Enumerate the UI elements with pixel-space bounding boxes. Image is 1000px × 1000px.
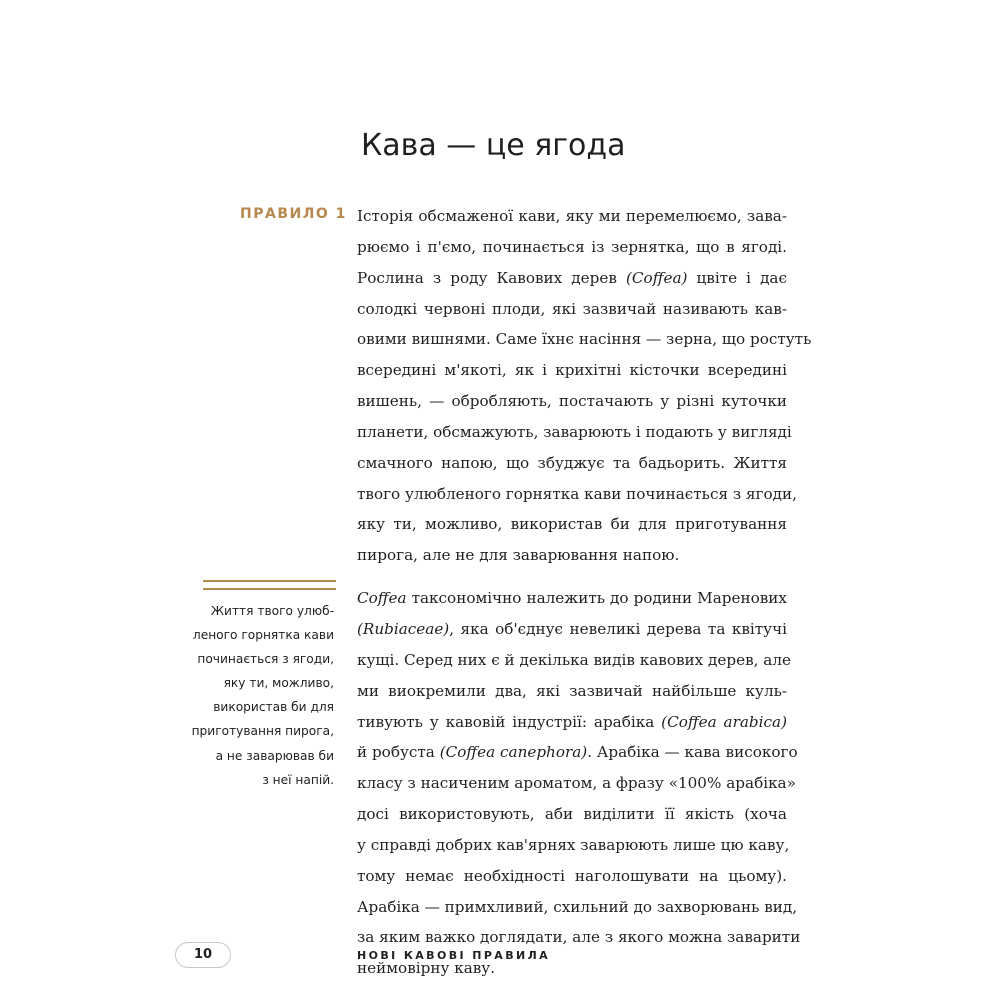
body-line: Арабіка — примхливий, схильний до захворювань вид, xyxy=(357,897,798,916)
body-line: класу з насиченим ароматом, а фразу «100% арабіка» xyxy=(357,774,796,793)
pull-quote-line: починається з ягоди, xyxy=(197,652,334,667)
body-line: кущі. Серед них є й декілька видів кавових дерев, але xyxy=(357,650,791,669)
pull-quote-line: а не заварював би xyxy=(215,748,334,763)
body-line: досі використовують, аби виділити її якість (хоча xyxy=(357,805,787,824)
pull-quote-line: використав би для xyxy=(213,700,334,715)
decorative-divider xyxy=(203,580,336,582)
body-line: вишень, — обробляють, постачають у різні куточки xyxy=(357,392,787,411)
body-line: ми виокремили два, які зазвичай найбільше куль- xyxy=(357,681,787,700)
body-line: овими вишнями. Саме їхнє насіння — зерна, що ростуть xyxy=(357,330,812,349)
pull-quote-rule xyxy=(203,580,336,592)
body-line: й робуста (Coffea canephora). Арабіка — кава високого xyxy=(357,743,798,762)
pull-quote-line: леного горнятка кави xyxy=(192,628,334,643)
pull-quote-line: з неї напій. xyxy=(262,772,334,787)
body-line: (Rubiaceae), яка об'єднує невеликі дерева та квітучі xyxy=(357,619,787,638)
pull-quote xyxy=(160,599,334,792)
rule-label: ПРАВИЛО 1 xyxy=(240,206,347,222)
paragraph-gap xyxy=(357,571,787,583)
body-line: пирога, але не для заварювання напою. xyxy=(357,546,680,565)
body-line: Coffea таксономічно належить до родини Маренових xyxy=(357,589,787,608)
body-line: всередині м'якоті, як і крихітні кісточки всередині xyxy=(357,361,787,380)
pull-quote-line: яку ти, можливо, xyxy=(223,676,334,691)
body-line: неймовірну каву. xyxy=(357,959,496,978)
body-line: за яким важко доглядати, але з якого можна заварити xyxy=(357,928,801,947)
decorative-divider xyxy=(203,588,336,590)
body-line: у справді добрих кав'ярнях заварюють лише цю каву, xyxy=(357,835,790,854)
body-line: яку ти, можливо, використав би для приготування xyxy=(357,515,787,534)
running-head: НОВІ КАВОВІ ПРАВИЛА xyxy=(357,949,551,962)
pull-quote-line: Життя твого улюб- xyxy=(210,604,334,618)
body-line: Рослина з роду Кавових дерев (Coffea) цвіте і дає xyxy=(357,268,787,287)
body-line: солодкі червоні плоди, які зазвичай називають кав- xyxy=(357,299,787,318)
body-text xyxy=(357,201,812,984)
page-number: 10 xyxy=(175,942,231,968)
chapter-title: Кава — це ягода xyxy=(361,128,626,163)
body-line: тивують у кавовій індустрії: арабіка (Coffea arabica) xyxy=(357,712,787,731)
body-line: рюємо і п'ємо, починається із зернятка, що в ягоді. xyxy=(357,237,787,256)
body-line: Історія обсмаженої кави, яку ми перемелюємо, зава- xyxy=(357,207,787,225)
body-line: твого улюбленого горнятка кави починається з ягоди, xyxy=(357,484,797,503)
pull-quote-line: приготування пирога, xyxy=(191,724,334,739)
body-line: смачного напою, що збуджує та бадьорить. Життя xyxy=(357,453,787,472)
body-line: тому немає необхідності наголошувати на цьому). xyxy=(357,866,787,885)
body-line: планети, обсмажують, заварюють і подають у вигляді xyxy=(357,422,792,441)
